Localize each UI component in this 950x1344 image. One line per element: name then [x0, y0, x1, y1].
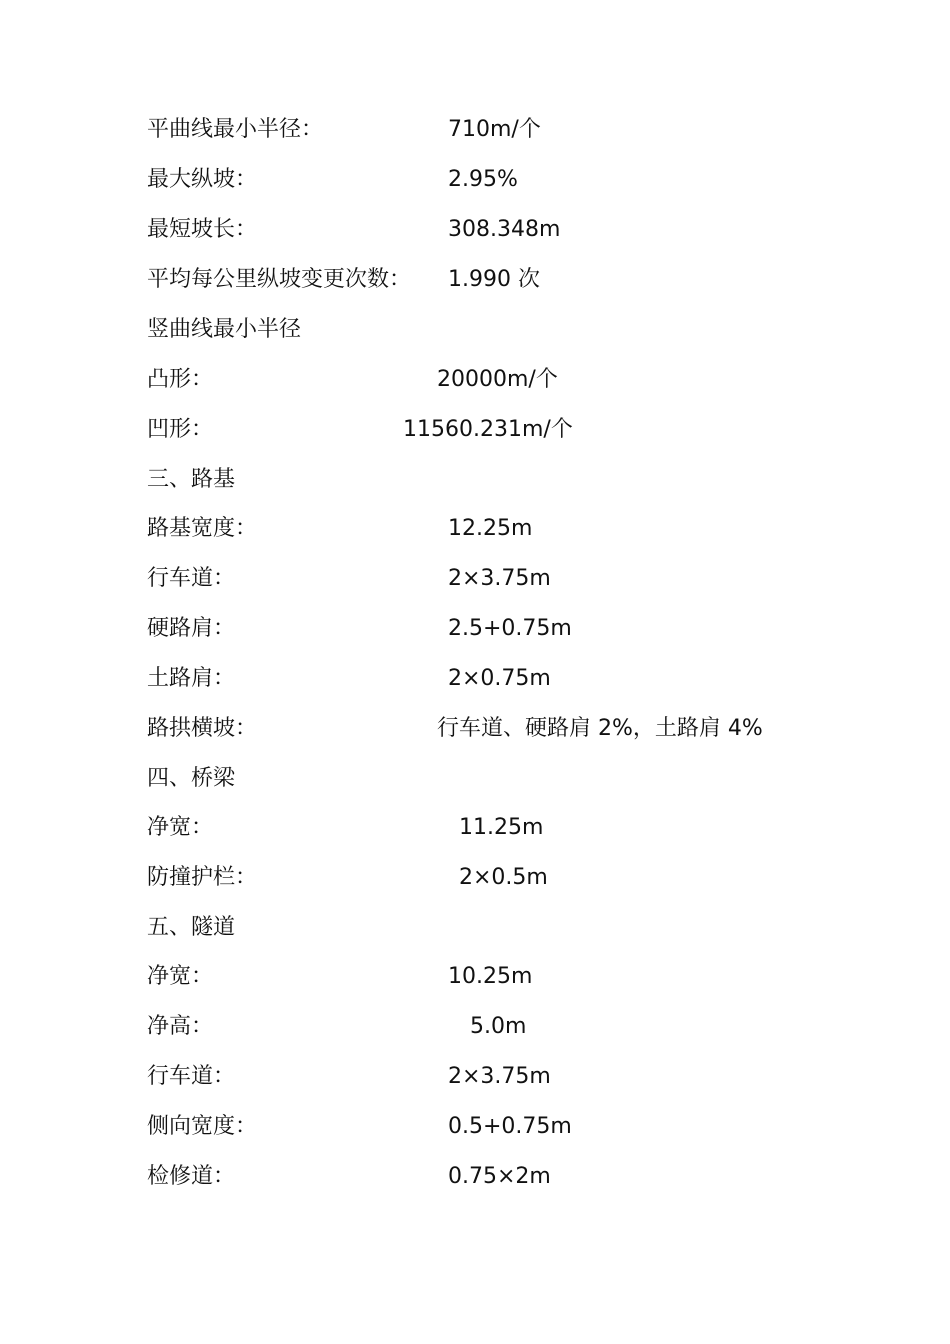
spec-row-max-grade [147, 165, 907, 195]
section-heading-tunnels [147, 913, 907, 943]
spec-label: 凸形： [147, 367, 214, 392]
spec-row-tunnel-net-width [147, 962, 907, 992]
spec-value: 0.5+0.75m [448, 1114, 572, 1139]
spec-value: 20000m/个 [437, 367, 558, 392]
spec-row-vertical-curve-heading [147, 315, 907, 345]
spec-row-bridge-net-width [147, 813, 907, 843]
spec-row-subgrade-width [147, 514, 907, 544]
spec-value: 2×0.75m [448, 666, 551, 691]
spec-value: 2×3.75m [448, 1064, 551, 1089]
section-heading-bridges [147, 764, 907, 794]
spec-row-crash-barrier [147, 863, 907, 893]
spec-value: 2×3.75m [448, 566, 551, 591]
spec-label: 平均每公里纵坡变更次数： [147, 267, 412, 292]
spec-label: 净高： [147, 1014, 214, 1039]
spec-value: 11560.231m/个 [403, 417, 573, 442]
spec-value: 11.25m [459, 815, 544, 840]
spec-value: 5.0m [470, 1014, 527, 1039]
spec-value: 710m/个 [448, 117, 541, 142]
spec-value: 行车道、硬路肩 2%，土路肩 4% [437, 716, 763, 741]
spec-row-maintenance-walkway [147, 1162, 907, 1192]
spec-label: 凹形： [147, 417, 214, 442]
spec-label: 净宽： [147, 964, 214, 989]
spec-row-earth-shoulder [147, 664, 907, 694]
spec-label: 最大纵坡： [147, 167, 258, 192]
section-heading-subgrade [147, 465, 907, 495]
spec-label: 最短坡长： [147, 217, 258, 242]
spec-label: 行车道： [147, 1064, 236, 1089]
spec-row-min-slope-length [147, 215, 907, 245]
spec-row-grade-changes-per-km [147, 265, 907, 295]
spec-label: 硬路肩： [147, 616, 236, 641]
spec-label: 检修道： [147, 1164, 236, 1189]
spec-value: 10.25m [448, 964, 533, 989]
spec-label: 防撞护栏： [147, 865, 258, 890]
spec-value: 2×0.5m [459, 865, 548, 890]
spec-value: 12.25m [448, 516, 533, 541]
spec-row-hard-shoulder [147, 614, 907, 644]
spec-label: 路基宽度： [147, 516, 258, 541]
spec-label: 土路肩： [147, 666, 236, 691]
spec-label: 行车道： [147, 566, 236, 591]
spec-value: 2.5+0.75m [448, 616, 572, 641]
section-heading-label: 四、桥梁 [147, 766, 236, 791]
spec-label: 平曲线最小半径： [147, 117, 324, 142]
spec-row-concave [147, 415, 907, 445]
spec-row-tunnel-net-height [147, 1012, 907, 1042]
spec-label: 路拱横坡： [147, 716, 258, 741]
spec-row-convex [147, 365, 907, 395]
spec-label: 竖曲线最小半径 [147, 317, 302, 342]
spec-row-plan-curve-min-radius [147, 115, 907, 145]
spec-row-crown-slope [147, 714, 907, 744]
section-heading-label: 三、路基 [147, 467, 236, 492]
spec-value: 0.75×2m [448, 1164, 551, 1189]
spec-value: 308.348m [448, 217, 561, 242]
spec-row-lateral-clearance [147, 1112, 907, 1142]
spec-label: 净宽： [147, 815, 214, 840]
spec-label: 侧向宽度： [147, 1114, 258, 1139]
spec-row-carriageway [147, 564, 907, 594]
spec-value: 2.95% [448, 167, 518, 192]
section-heading-label: 五、隧道 [147, 915, 236, 940]
spec-value: 1.990 次 [448, 267, 540, 292]
spec-row-tunnel-carriageway [147, 1062, 907, 1092]
